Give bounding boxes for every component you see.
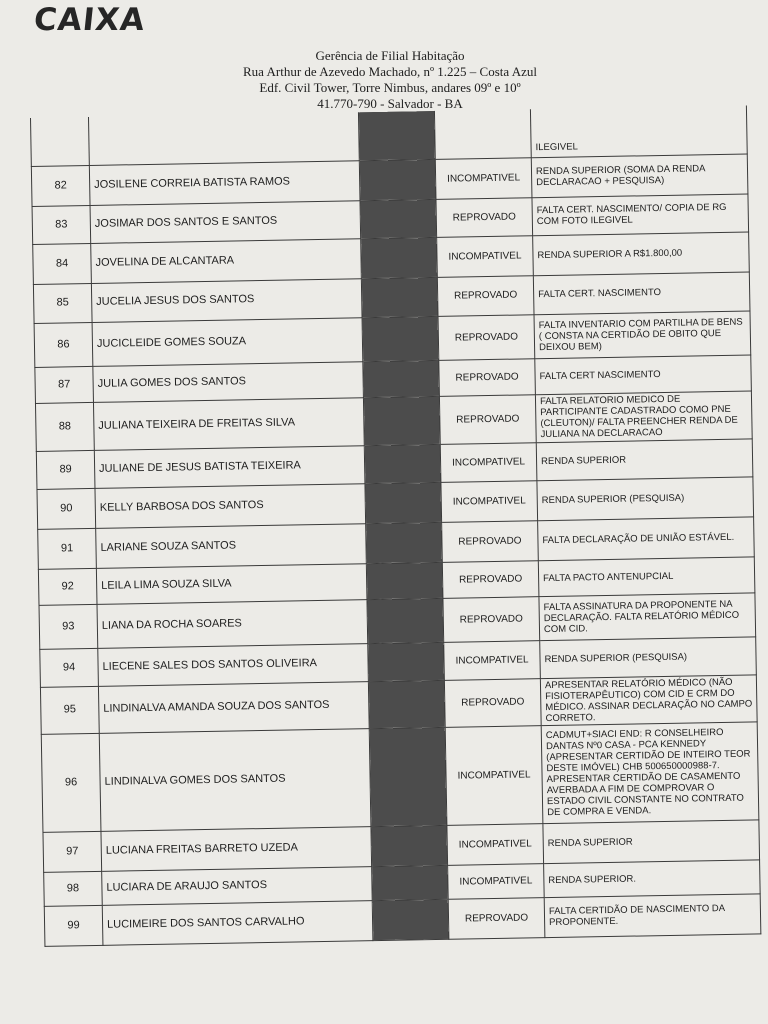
row-number: 95 <box>40 686 99 734</box>
status-cell: REPROVADO <box>439 358 536 396</box>
redacted-cell <box>372 865 449 900</box>
observation-cell: FALTA CERT. NASCIMENTO/ COPIA DE RG COM FOTO ILEGIVEL <box>532 193 749 235</box>
applicant-name: JOVELINA DE ALCANTARA <box>91 238 362 283</box>
observation-cell: RENDA SUPERIOR <box>536 438 753 480</box>
results-table <box>30 105 761 946</box>
row-number: 92 <box>38 568 97 605</box>
redacted-cell <box>363 396 440 445</box>
document-header <box>200 48 580 112</box>
status-cell: INCOMPATIVEL <box>448 863 545 899</box>
applicant-name: LIANA DA ROCHA SOARES <box>97 599 368 648</box>
applicant-name: LARIANE SOUZA SANTOS <box>96 523 367 568</box>
redacted-cell <box>364 444 441 483</box>
row-number: 90 <box>37 488 96 529</box>
results-sheet <box>30 106 760 947</box>
applicant-name: JULIANA TEIXEIRA DE FREITAS SILVA <box>93 397 364 450</box>
redacted-cell <box>358 111 435 160</box>
redacted-cell <box>361 237 438 278</box>
observation-cell: RENDA SUPERIOR (PESQUISA) <box>537 476 754 520</box>
observation-cell: FALTA CERT. NASCIMENTO <box>533 271 750 314</box>
status-cell: REPROVADO <box>436 197 533 237</box>
row-number: 99 <box>44 905 103 946</box>
applicant-name: JOSIMAR DOS SANTOS E SANTOS <box>90 200 361 243</box>
header-street: Rua Arthur de Azevedo Machado, nº 1.225 – Costa Azul <box>243 64 537 79</box>
applicant-name: LEILA LIMA SOUZA SILVA <box>96 563 367 604</box>
header-department: Gerência de Filial Habitação <box>315 48 465 63</box>
applicant-name-cell <box>88 112 359 165</box>
row-number: 87 <box>35 366 94 403</box>
applicant-name: JUCELIA JESUS DOS SANTOS <box>91 278 362 322</box>
redacted-cell <box>359 159 436 200</box>
row-number: 85 <box>33 283 92 323</box>
row-number: 96 <box>41 733 101 832</box>
row-number: 98 <box>44 871 103 906</box>
redacted-cell <box>362 316 439 361</box>
status-cell: REPROVADO <box>442 520 539 562</box>
status-cell: REPROVADO <box>437 275 534 316</box>
status-cell: INCOMPATIVEL <box>445 725 543 825</box>
observation-cell: FALTA RELATORIO MEDICO DE PARTICIPANTE CADASTRADO COMO PNE (CLEUTON)/ FALTA PREENCHER RENDA DE JULIANA NA DECLARACAO <box>535 390 752 442</box>
applicant-name: KELLY BARBOSA DOS SANTOS <box>95 483 366 528</box>
row-number-cell <box>30 117 89 166</box>
redacted-cell <box>363 360 440 397</box>
observation-cell: RENDA SUPERIOR A R$1.800,00 <box>533 231 750 275</box>
row-number: 91 <box>38 528 97 569</box>
row-number: 82 <box>31 165 90 206</box>
header-building: Edf. Civil Tower, Torre Nimbus, andares 09º e 10º <box>259 80 521 95</box>
observation-cell: RENDA SUPERIOR (PESQUISA) <box>540 636 757 678</box>
applicant-name: LUCIANA FREITAS BARRETO UZEDA <box>101 826 372 871</box>
redacted-cell <box>365 482 442 523</box>
status-cell: INCOMPATIVEL <box>441 480 538 522</box>
table-row <box>41 721 759 831</box>
status-cell: INCOMPATIVEL <box>437 235 534 277</box>
observation-cell: CADMUT+SIACI END: R CONSELHEIRO DANTAS Nº0 CASA - PCA KENNEDY (APRESENTAR CERTIDÃO DE INTEIRO TEOR DESTE IMÓVEL) CHB 500650000988-7. APRESENTAR CERTIDÃO DE CASAMENTO AVERBADA A FIM DE COMPROVAR O ESTADO CIVIL CONSTANTE NO CONTRATO DE COMPRA E VENDA. <box>541 721 759 823</box>
header-postal-city: 41.770-790 - Salvador - BA <box>317 96 463 111</box>
row-number: 88 <box>35 402 94 451</box>
observation-cell: RENDA SUPERIOR. <box>544 859 761 897</box>
redacted-cell <box>369 727 447 826</box>
observation-cell: APRESENTAR RELATÓRIO MÉDICO (NÃO FISIOTERAPÊUTICO) COM CID E CRM DO MÉDICO. ASSINAR DECLARAÇÃO NO CAMPO CORRETO. <box>540 674 757 725</box>
redacted-cell <box>361 277 438 317</box>
redacted-cell <box>368 680 445 728</box>
observation-cell: ILEGIVEL <box>530 105 747 157</box>
redacted-cell <box>366 522 443 563</box>
status-cell: REPROVADO <box>443 596 540 642</box>
observation-cell: RENDA SUPERIOR <box>543 819 760 863</box>
applicant-name: LINDINALVA AMANDA SOUZA DOS SANTOS <box>98 681 369 733</box>
caixa-logo: CAIXA <box>32 2 148 38</box>
row-number: 93 <box>39 604 98 649</box>
redacted-cell <box>360 199 437 238</box>
redacted-cell <box>371 825 448 866</box>
applicant-name: JULIA GOMES DOS SANTOS <box>93 361 364 402</box>
row-number: 83 <box>32 205 91 244</box>
observation-cell: FALTA CERT NASCIMENTO <box>535 354 752 394</box>
status-cell: REPROVADO <box>442 560 539 598</box>
observation-cell: FALTA INVENTARIO COM PARTILHA DE BENS ( CONSTA NA CERTIDÃO DE OBITO QUE DEIXOU BEM) <box>534 310 751 358</box>
applicant-name: JUCICLEIDE GOMES SOUZA <box>92 317 363 366</box>
status-cell: REPROVADO <box>448 897 545 939</box>
applicant-name: JULIANE DE JESUS BATISTA TEIXEIRA <box>94 445 365 488</box>
applicant-name: LINDINALVA GOMES DOS SANTOS <box>99 728 371 831</box>
status-cell: INCOMPATIVEL <box>444 640 541 680</box>
observation-cell: RENDA SUPERIOR (SOMA DA RENDA DECLARACAO + PESQUISA) <box>531 153 748 197</box>
applicant-name: LUCIMEIRE DOS SANTOS CARVALHO <box>102 900 373 945</box>
status-cell <box>434 109 531 159</box>
observation-cell: FALTA ASSINATURA DA PROPONENTE NA DECLARAÇÃO. FALTA RELATÓRIO MÉDICO COM CID. <box>539 592 756 640</box>
observation-cell: FALTA CERTIDÃO DE NASCIMENTO DA PROPONENTE. <box>544 893 761 937</box>
row-number: 97 <box>43 831 102 872</box>
row-number: 84 <box>33 243 92 284</box>
status-cell: REPROVADO <box>444 678 541 727</box>
row-number: 89 <box>36 450 95 489</box>
redacted-cell <box>372 899 449 940</box>
redacted-cell <box>366 562 443 599</box>
applicant-name: LUCIARA DE ARAUJO SANTOS <box>102 866 373 905</box>
applicant-name: JOSILENE CORREIA BATISTA RAMOS <box>89 160 360 205</box>
observation-cell: FALTA DECLARAÇÃO DE UNIÃO ESTÁVEL. <box>538 516 755 560</box>
status-cell: REPROVADO <box>439 394 536 444</box>
observation-cell: FALTA PACTO ANTENUPCIAL <box>538 556 755 596</box>
status-cell: INCOMPATIVEL <box>440 442 537 482</box>
row-number: 86 <box>34 322 93 367</box>
status-cell: REPROVADO <box>438 314 535 360</box>
redacted-cell <box>368 642 445 681</box>
redacted-cell <box>367 598 444 643</box>
status-cell: INCOMPATIVEL <box>447 823 544 865</box>
applicant-name: LIECENE SALES DOS SANTOS OLIVEIRA <box>98 643 369 686</box>
status-cell: INCOMPATIVEL <box>435 157 532 199</box>
row-number: 94 <box>40 648 99 687</box>
